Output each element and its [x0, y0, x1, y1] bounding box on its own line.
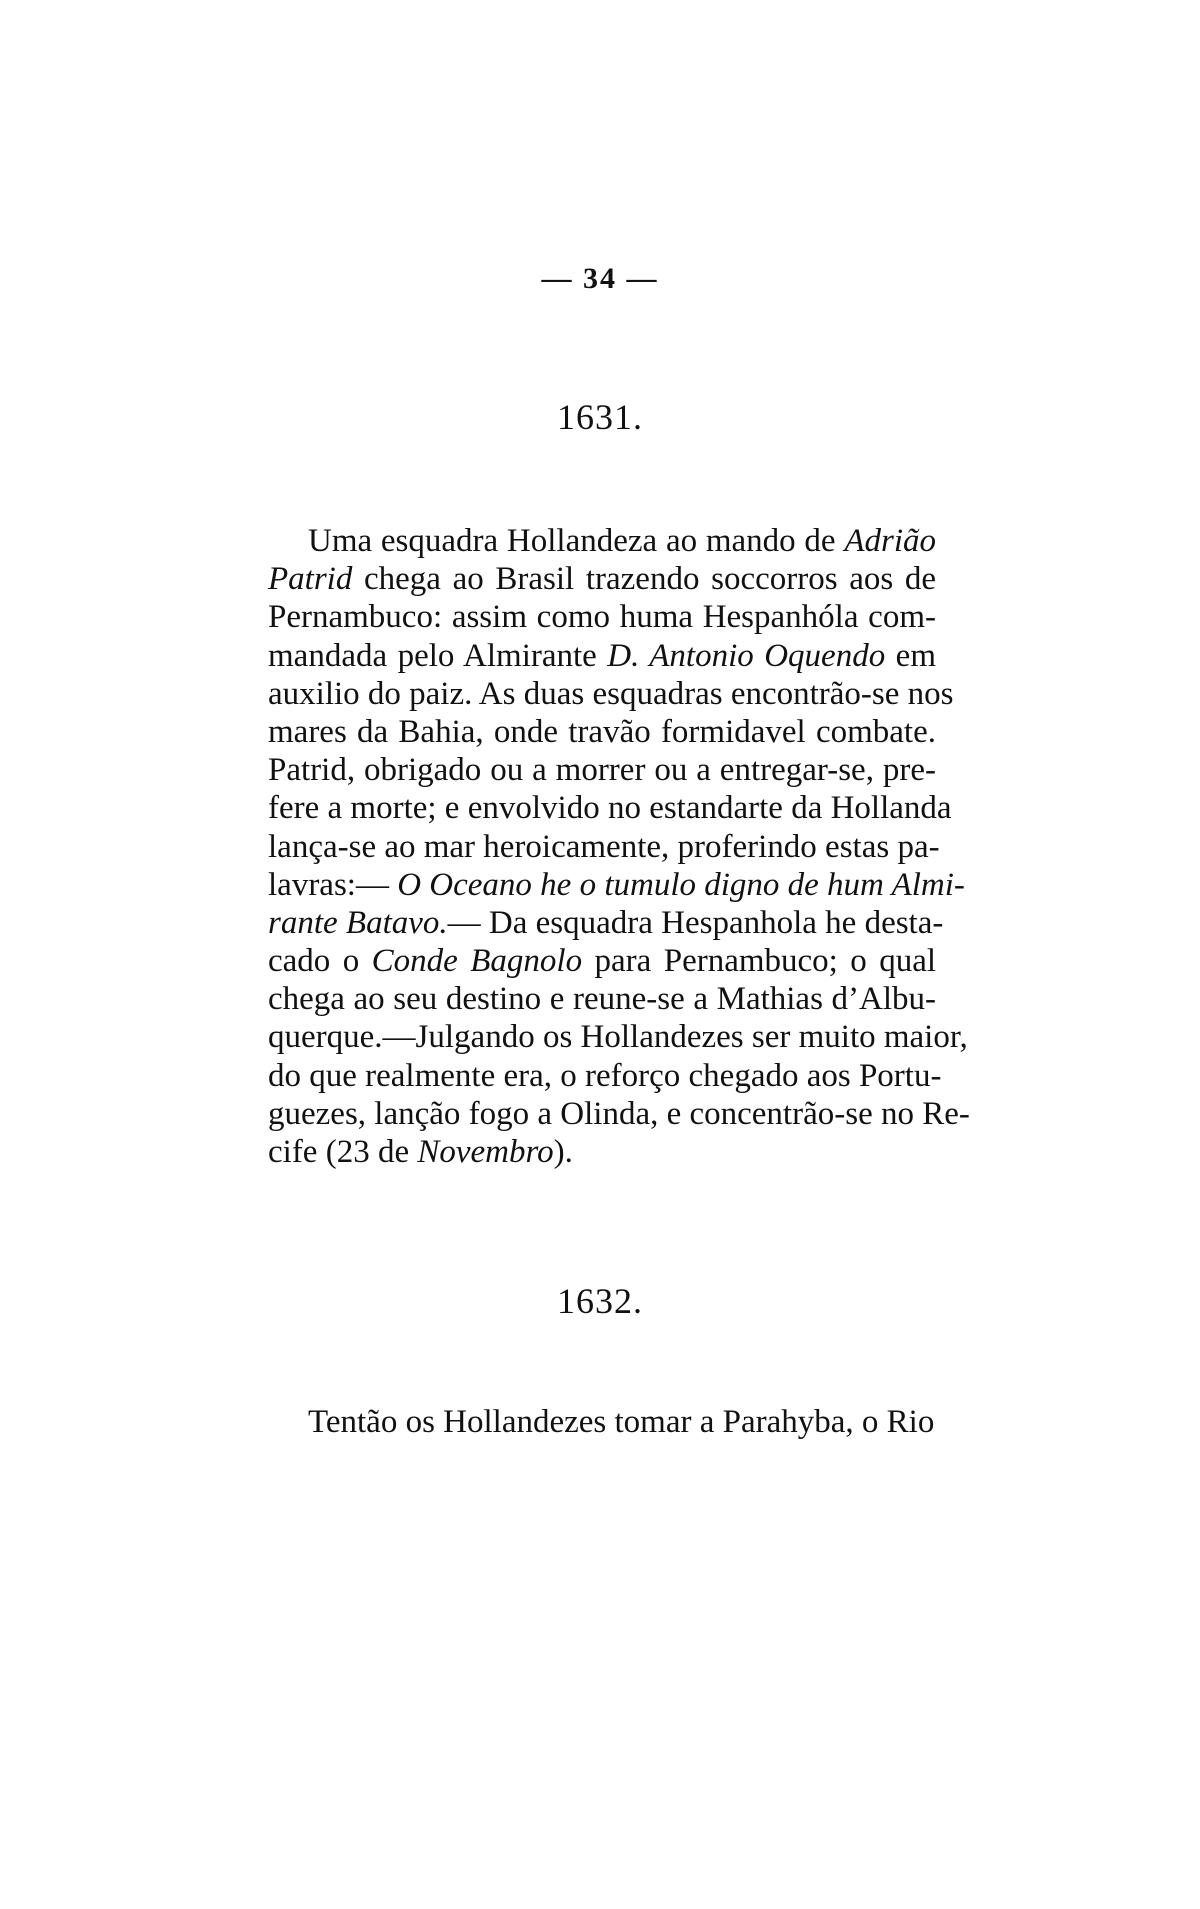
paragraph-1632 [268, 1403, 936, 1441]
text-run: mares da Bahia, onde travão formidavel combate. [268, 713, 936, 750]
text-run: cife (23 de [268, 1134, 418, 1170]
text-line [268, 637, 936, 675]
text-run: Tentão os Hollandezes tomar a Parahyba, o Rio [308, 1404, 935, 1440]
text-run: para Pernambuco; o qual [582, 943, 937, 980]
text-line [268, 942, 936, 980]
text-run: guezes, lanção fogo a Olinda, e concentrão-se no Re- [268, 1095, 970, 1132]
text-run: ). [553, 1134, 573, 1170]
text-run: lança-se ao mar heroicamente, proferindo estas pa- [268, 828, 940, 865]
text-run: auxilio do paiz. As duas esquadras encontrão-se nos [268, 675, 954, 712]
text-line [268, 1057, 942, 1095]
text-line [268, 1095, 970, 1133]
text-run: fere a morte; e envolvido no estandarte da Hollanda [268, 790, 952, 827]
text-run: chega ao Brasil trazendo soccorros aos de [352, 561, 936, 598]
text-line [268, 1018, 968, 1056]
year-heading-1631: 1631. [557, 397, 643, 437]
text-line [268, 675, 954, 713]
text-line [268, 713, 936, 751]
italic-text-run: Adrião [844, 523, 936, 559]
italic-text-run: rante Batavo. [268, 904, 448, 941]
italic-text-run: Patrid [268, 561, 353, 598]
text-line [268, 980, 936, 1018]
text-run: em [885, 637, 936, 674]
text-run: mandada pelo Almirante [268, 637, 608, 674]
text-run: querque.—Julgando os Hollandezes ser muito maior, [268, 1019, 968, 1056]
text-run: — Da esquadra Hespanhola he desta- [447, 904, 944, 941]
text-run: do que realmente era, o reforço chegado aos Portu- [268, 1057, 942, 1094]
text-line [268, 560, 936, 598]
paragraph-1631 [268, 522, 970, 1171]
text-line [268, 598, 936, 636]
text-line [268, 789, 952, 827]
text-run: cado o [268, 943, 372, 980]
text-line [268, 522, 936, 560]
italic-text-run: Conde Bagnolo [371, 943, 583, 980]
italic-text-run: Novembro [417, 1134, 554, 1170]
italic-text-run: O Oceano he o tumulo digno de hum Almi- [397, 866, 965, 903]
text-line [268, 751, 936, 789]
text-run: Pernambuco: assim como huma Hespanhóla com- [268, 599, 936, 636]
text-line [268, 904, 944, 942]
text-run: Patrid, obrigado ou a morrer ou a entregar-se, pre- [268, 752, 936, 789]
text-line [268, 866, 965, 904]
year-heading-1632: 1632. [557, 1281, 643, 1321]
text-line [268, 828, 940, 866]
text-run: Uma esquadra Hollandeza ao mando de [308, 523, 845, 559]
text-line [268, 1403, 936, 1441]
text-line [268, 1133, 936, 1171]
italic-text-run: D. Antonio Oquendo [607, 637, 886, 674]
text-run: chega ao seu destino e reune-se a Mathias d’Albu- [268, 981, 936, 1018]
page-number: — 34 — [541, 262, 659, 295]
text-run: lavras:— [268, 866, 398, 903]
